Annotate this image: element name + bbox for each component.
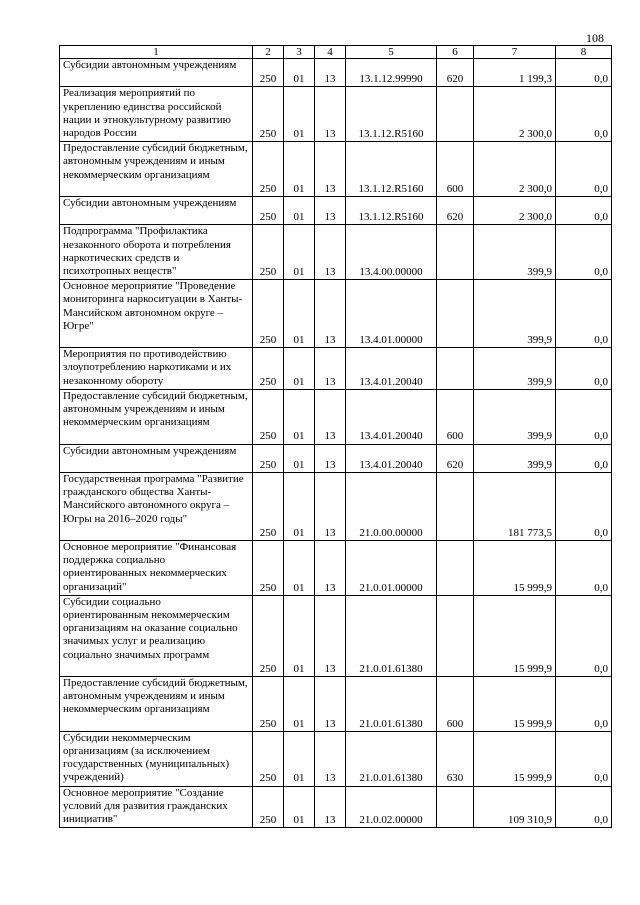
cell-subsection: 13: [315, 142, 346, 197]
cell-subsection: 13: [315, 225, 346, 280]
cell-amount: 399,9: [474, 444, 556, 472]
cell-amount-2: 0,0: [556, 196, 612, 224]
row-name: Субсидии автономным учреждениям: [60, 196, 253, 224]
cell-target-article: 13.4.01.00000: [346, 280, 437, 348]
cell-expense-type: 620: [437, 196, 474, 224]
cell-ministry: 250: [253, 59, 284, 87]
cell-ministry: 250: [253, 280, 284, 348]
cell-expense-type: 600: [437, 142, 474, 197]
table-row: [60, 142, 612, 197]
cell-ministry: 250: [253, 540, 284, 595]
header-row: [60, 46, 612, 59]
cell-target-article: 13.4.01.20040: [346, 348, 437, 390]
table-row: [60, 348, 612, 390]
row-name: Государственная программа "Развитие гражданского общества Ханты-Мансийского автономного округа – Югры на 2016–2020 годы": [60, 472, 253, 540]
cell-ministry: 250: [253, 348, 284, 390]
row-name: Субсидии некоммерческим организациям (за исключением государственных (муниципальных) учреждений): [60, 731, 253, 786]
cell-target-article: 13.4.00.00000: [346, 225, 437, 280]
cell-amount-2: 0,0: [556, 676, 612, 731]
cell-subsection: 13: [315, 540, 346, 595]
cell-ministry: 250: [253, 225, 284, 280]
cell-subsection: 13: [315, 348, 346, 390]
cell-target-article: 21.0.02.00000: [346, 786, 437, 828]
cell-expense-type: [437, 786, 474, 828]
row-name: Подпрограмма "Профилактика незаконного оборота и потребления наркотических средств и психотропных веществ": [60, 225, 253, 280]
cell-amount: 15 999,9: [474, 676, 556, 731]
cell-section: 01: [284, 444, 315, 472]
cell-amount-2: 0,0: [556, 731, 612, 786]
cell-amount-2: 0,0: [556, 59, 612, 87]
row-name: Предоставление субсидий бюджетным, автономным учреждениям и иным некоммерческим организациям: [60, 142, 253, 197]
table-row: [60, 196, 612, 224]
cell-ministry: 250: [253, 87, 284, 142]
cell-ministry: 250: [253, 142, 284, 197]
cell-amount: 399,9: [474, 280, 556, 348]
cell-amount-2: 0,0: [556, 142, 612, 197]
cell-section: 01: [284, 595, 315, 676]
cell-subsection: 13: [315, 196, 346, 224]
cell-expense-type: [437, 472, 474, 540]
cell-subsection: 13: [315, 59, 346, 87]
row-name: Предоставление субсидий бюджетным, автономным учреждениям и иным некоммерческим организациям: [60, 389, 253, 444]
cell-section: 01: [284, 786, 315, 828]
row-name: Основное мероприятие "Создание условий для развития гражданских инициатив": [60, 786, 253, 828]
column-header-1: 1: [60, 46, 253, 59]
cell-subsection: 13: [315, 87, 346, 142]
row-name: Мероприятия по противодействию злоупотреблению наркотиками и их незаконному обороту: [60, 348, 253, 390]
cell-expense-type: [437, 540, 474, 595]
cell-target-article: 21.0.01.61380: [346, 595, 437, 676]
table-row: [60, 389, 612, 444]
cell-amount: 109 310,9: [474, 786, 556, 828]
cell-section: 01: [284, 59, 315, 87]
cell-section: 01: [284, 280, 315, 348]
page-number: 108: [586, 31, 604, 45]
column-header-2: 2: [253, 46, 284, 59]
cell-subsection: 13: [315, 472, 346, 540]
cell-expense-type: 600: [437, 676, 474, 731]
cell-target-article: 13.1.12.R5160: [346, 142, 437, 197]
cell-amount: 2 300,0: [474, 196, 556, 224]
cell-amount-2: 0,0: [556, 540, 612, 595]
table-row: [60, 225, 612, 280]
cell-amount: 1 199,3: [474, 59, 556, 87]
cell-ministry: 250: [253, 676, 284, 731]
cell-expense-type: 630: [437, 731, 474, 786]
cell-ministry: 250: [253, 389, 284, 444]
cell-amount: 2 300,0: [474, 142, 556, 197]
cell-subsection: 13: [315, 444, 346, 472]
cell-target-article: 13.4.01.20040: [346, 444, 437, 472]
cell-expense-type: [437, 595, 474, 676]
cell-section: 01: [284, 196, 315, 224]
table-row: [60, 280, 612, 348]
cell-target-article: 13.1.12.99990: [346, 59, 437, 87]
table-row: [60, 731, 612, 786]
column-header-4: 4: [315, 46, 346, 59]
cell-target-article: 21.0.01.61380: [346, 731, 437, 786]
cell-subsection: 13: [315, 389, 346, 444]
cell-section: 01: [284, 142, 315, 197]
table-row: [60, 595, 612, 676]
cell-amount-2: 0,0: [556, 472, 612, 540]
cell-amount-2: 0,0: [556, 389, 612, 444]
table-row: [60, 540, 612, 595]
column-header-3: 3: [284, 46, 315, 59]
cell-amount: 15 999,9: [474, 731, 556, 786]
cell-amount-2: 0,0: [556, 595, 612, 676]
cell-section: 01: [284, 389, 315, 444]
row-name: Основное мероприятие "Финансовая поддержка социально ориентированных некоммерческих организаций": [60, 540, 253, 595]
cell-amount: 399,9: [474, 348, 556, 390]
cell-target-article: 21.0.01.00000: [346, 540, 437, 595]
table-row: [60, 472, 612, 540]
table-row: [60, 786, 612, 828]
cell-subsection: 13: [315, 676, 346, 731]
cell-section: 01: [284, 225, 315, 280]
cell-expense-type: [437, 280, 474, 348]
cell-ministry: 250: [253, 196, 284, 224]
cell-subsection: 13: [315, 786, 346, 828]
cell-expense-type: 620: [437, 444, 474, 472]
column-header-5: 5: [346, 46, 437, 59]
cell-amount: 399,9: [474, 225, 556, 280]
cell-amount-2: 0,0: [556, 280, 612, 348]
cell-section: 01: [284, 540, 315, 595]
column-header-7: 7: [474, 46, 556, 59]
cell-amount-2: 0,0: [556, 786, 612, 828]
cell-amount-2: 0,0: [556, 348, 612, 390]
cell-amount: 181 773,5: [474, 472, 556, 540]
budget-table: [59, 45, 612, 828]
cell-ministry: 250: [253, 472, 284, 540]
row-name: Субсидии автономным учреждениям: [60, 59, 253, 87]
cell-section: 01: [284, 731, 315, 786]
table-row: [60, 444, 612, 472]
cell-expense-type: [437, 348, 474, 390]
cell-target-article: 13.4.01.20040: [346, 389, 437, 444]
table-row: [60, 87, 612, 142]
cell-ministry: 250: [253, 444, 284, 472]
cell-target-article: 21.0.01.61380: [346, 676, 437, 731]
cell-subsection: 13: [315, 280, 346, 348]
cell-ministry: 250: [253, 786, 284, 828]
row-name: Субсидии социально ориентированным некоммерческим организациям на оказание социально значимых услуг и реализацию социально значимых программ: [60, 595, 253, 676]
row-name: Предоставление субсидий бюджетным, автономным учреждениям и иным некоммерческим организациям: [60, 676, 253, 731]
cell-subsection: 13: [315, 731, 346, 786]
column-header-6: 6: [437, 46, 474, 59]
cell-expense-type: [437, 87, 474, 142]
row-name: Субсидии автономным учреждениям: [60, 444, 253, 472]
cell-subsection: 13: [315, 595, 346, 676]
cell-amount-2: 0,0: [556, 225, 612, 280]
table-row: [60, 676, 612, 731]
cell-ministry: 250: [253, 731, 284, 786]
cell-amount: 15 999,9: [474, 595, 556, 676]
cell-amount-2: 0,0: [556, 87, 612, 142]
row-name: Основное мероприятие "Проведение мониторинга наркоситуации в Ханты-Мансийском автономном округе – Югре": [60, 280, 253, 348]
cell-amount-2: 0,0: [556, 444, 612, 472]
cell-amount: 2 300,0: [474, 87, 556, 142]
cell-section: 01: [284, 87, 315, 142]
cell-target-article: 21.0.00.00000: [346, 472, 437, 540]
cell-expense-type: 620: [437, 59, 474, 87]
cell-amount: 15 999,9: [474, 540, 556, 595]
cell-target-article: 13.1.12.R5160: [346, 196, 437, 224]
row-name: Реализация мероприятий по укреплению единства российской нации и этнокультурному развитию народов России: [60, 87, 253, 142]
cell-ministry: 250: [253, 595, 284, 676]
table-row: [60, 59, 612, 87]
cell-amount: 399,9: [474, 389, 556, 444]
cell-section: 01: [284, 676, 315, 731]
cell-section: 01: [284, 472, 315, 540]
cell-target-article: 13.1.12.R5160: [346, 87, 437, 142]
column-header-8: 8: [556, 46, 612, 59]
cell-section: 01: [284, 348, 315, 390]
cell-expense-type: [437, 225, 474, 280]
cell-expense-type: 600: [437, 389, 474, 444]
